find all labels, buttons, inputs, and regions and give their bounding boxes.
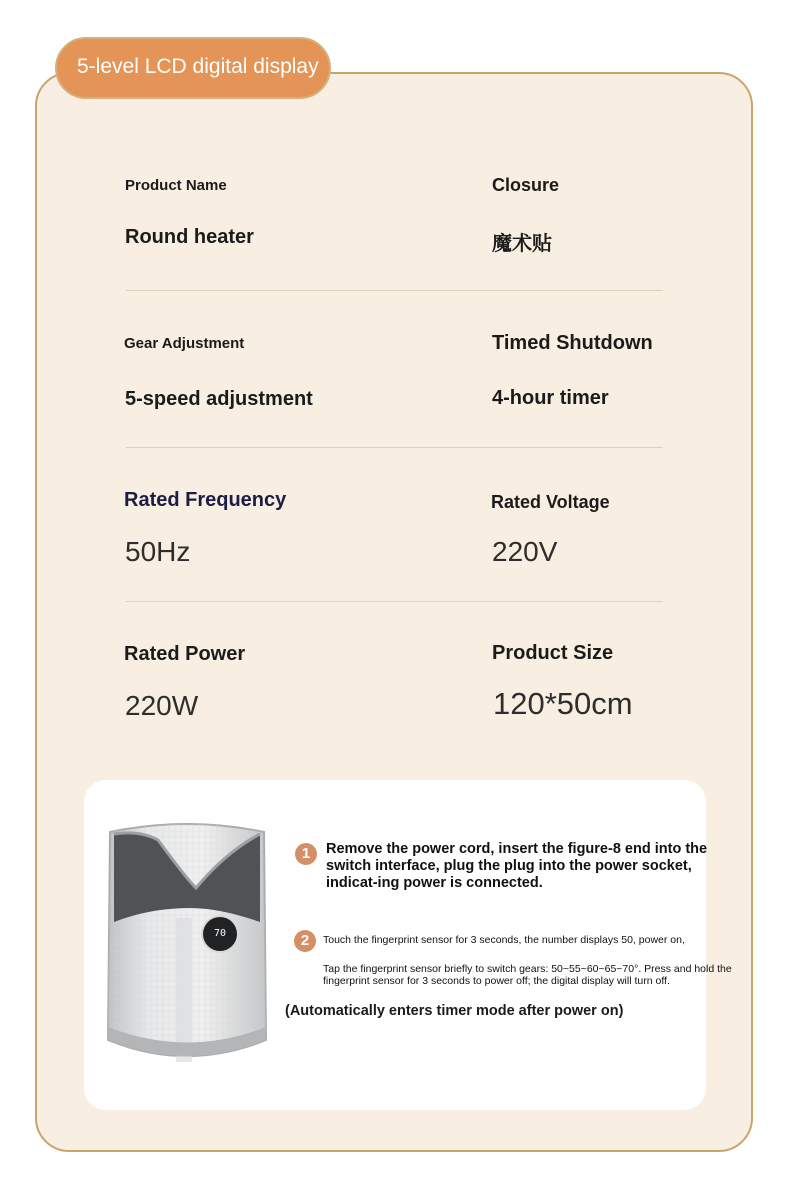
step-2-text: Touch the fingerprint sensor for 3 seconds, the number displays 50, power on, — [323, 934, 685, 946]
gear-adjustment-value: 5-speed adjustment — [125, 388, 313, 410]
step-2-badge: 2 — [294, 930, 316, 952]
step-1-text: Remove the power cord, insert the figure-8 end into the switch interface, plug the plug into the power socket, indicat-ing power is connected. — [326, 841, 708, 891]
rated-voltage-value: 220V — [492, 536, 558, 567]
divider — [126, 447, 663, 448]
product-size-label: Product Size — [492, 642, 614, 664]
rated-power-label: Rated Power — [124, 643, 246, 665]
product-name-label: Product Name — [125, 177, 227, 194]
gear-adjustment-label: Gear Adjustment — [124, 335, 245, 352]
product-size-value: 120*50cm — [493, 686, 633, 721]
rated-power-value: 220W — [125, 690, 199, 721]
rated-frequency-label: Rated Frequency — [124, 489, 287, 511]
timed-shutdown-label: Timed Shutdown — [492, 332, 653, 354]
rated-frequency-value: 50Hz — [125, 536, 191, 567]
rated-voltage-label: Rated Voltage — [491, 492, 610, 512]
step-2-detail: Tap the fingerprint sensor briefly to switch gears: 50~55~60~65~70°. Press and hold the fingerprint sensor for 3 seconds to power off; the digital display will turn off. — [323, 963, 732, 987]
closure-value: 魔术贴 — [492, 233, 552, 255]
divider — [126, 290, 663, 291]
timed-shutdown-value: 4-hour timer — [492, 387, 609, 409]
timer-note: (Automatically enters timer mode after power on) — [285, 1003, 624, 1019]
heater-image — [100, 822, 274, 1074]
product-name-value: Round heater — [125, 226, 254, 248]
display-reading: 70 — [213, 928, 227, 939]
closure-label: Closure — [492, 175, 560, 195]
divider — [126, 601, 663, 602]
step-1-badge: 1 — [295, 843, 317, 865]
lcd-display — [203, 917, 237, 951]
feature-tab: 5-level LCD digital display — [55, 37, 331, 99]
